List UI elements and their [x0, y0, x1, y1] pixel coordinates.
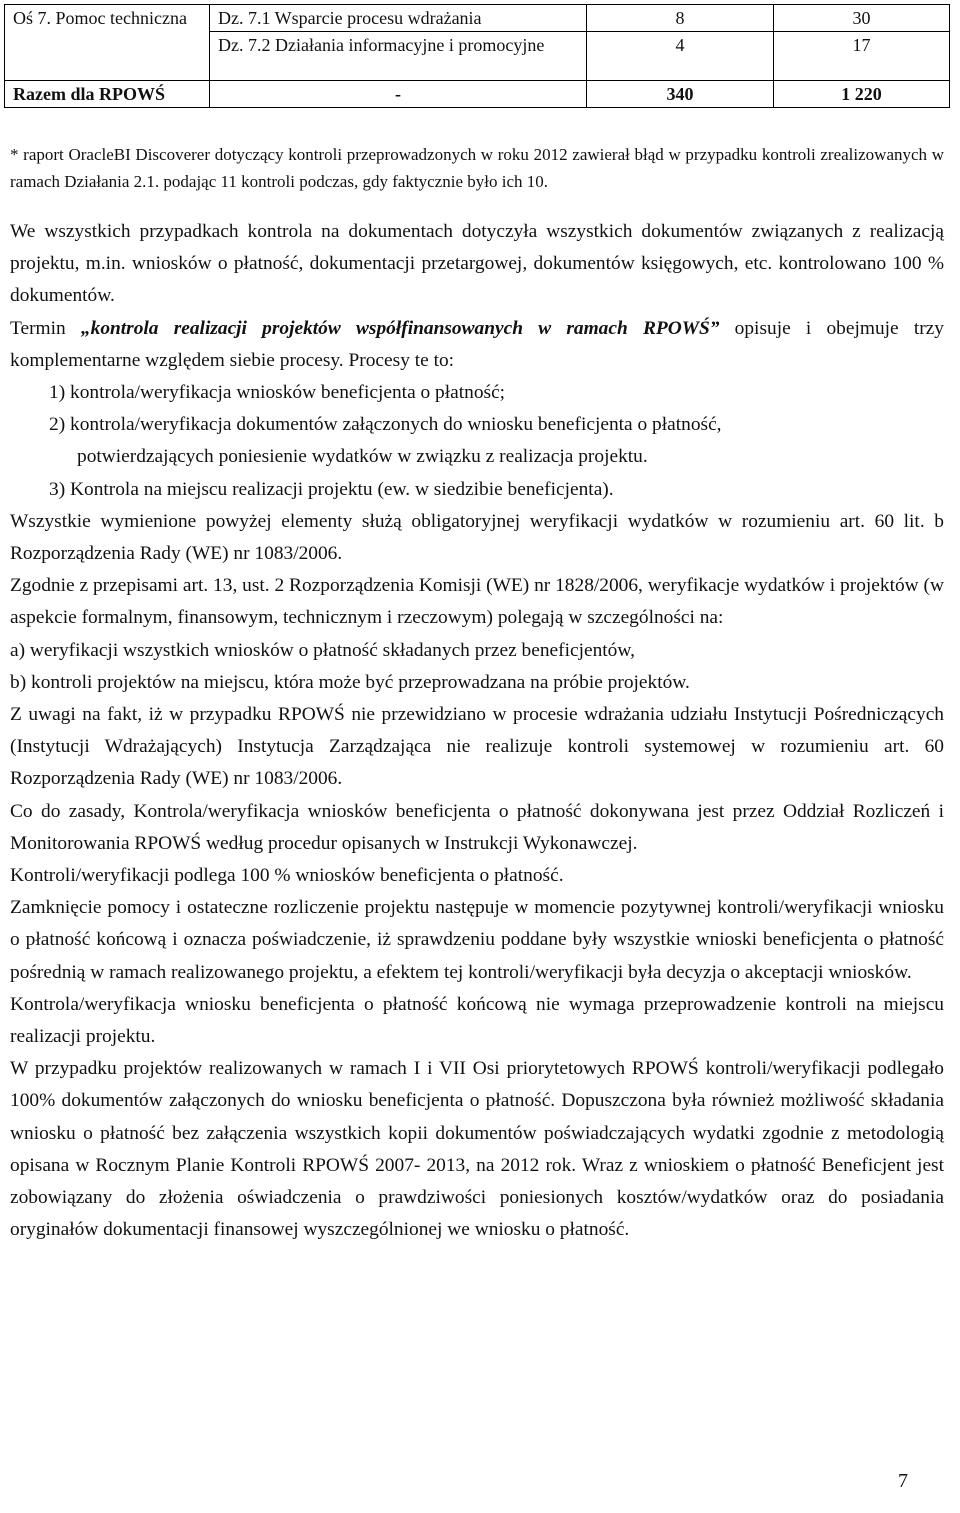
list-item: 1) kontrola/weryfikacja wniosków beneficjenta o płatność; [49, 382, 506, 404]
axis-label-cell: Oś 7. Pomoc techniczna [5, 5, 210, 81]
paragraph: We wszystkich przypadkach kontrola na dokumentach dotyczyła wszystkich dokumentów związanych z realizacją projektu, m.in. wniosków o płatność, dokumentacji przetargowej, dokumentów księgowych, etc. kontrolowano 100 % dokumentów. [10, 221, 944, 307]
table-row [5, 5, 950, 32]
list-item: 3) Kontrola na miejscu realizacji projektu (ew. w siedzibie beneficjenta). [49, 478, 614, 500]
paragraph: Z uwagi na fakt, iż w przypadku RPOWŚ nie przewidziano w procesie wdrażania udziału Instytucji Pośredniczących (Instytucji Wdrażających) Instytucja Zarządzająca nie realizuje kontroli systemowej w rozumieniu art. 60 Rozporządzenia Rady (WE) nr 1083/2006. [10, 704, 944, 790]
total-count-cell: 340 [587, 81, 774, 108]
paragraph: Kontrola/weryfikacja wniosku beneficjenta o płatność końcową nie wymaga przeprowadzenie kontroli na miejscu realizacji projektu. [10, 993, 944, 1048]
measure-name-cell: Dz. 7.2 Działania informacyjne i promocyjne [210, 32, 587, 81]
paragraph: W przypadku projektów realizowanych w ramach I i VII Osi priorytetowych RPOWŚ kontroli/weryfikacji podlegało 100% dokumentów załączonych do wniosku beneficjenta o płatność. Dopuszczona była również możliwość składania wniosku o płatność bez załączenia wszystkich kopii dokumentów poświadczających wydatki zgodnie z metodologią opisana w Rocznym Planie Kontroli RPOWŚ 2007- 2013, na 2012 rok. Wraz z wnioskiem o płatność Beneficjent jest zobowiązany do złożenia oświadczenia o prawdziwości poniesionych kosztów/wydatków oraz do posiadania oryginałów dokumentacji finansowej wyszczególnionej we wniosku o płatność. [10, 1058, 944, 1241]
paragraph: Zgodnie z przepisami art. 13, ust. 2 Rozporządzenia Komisji (WE) nr 1828/2006, weryfikacje wydatków i projektów (w aspekcie formalnym, finansowym, technicznym i rzeczowym) polegają w szczególności na: [10, 575, 944, 629]
text-run: opisuje i obejmuje trzy komplementarne względem siebie procesy. Procesy te to: [10, 317, 944, 371]
total-label-cell: Razem dla RPOWŚ [5, 81, 210, 108]
paragraph-item: b) kontroli projektów na miejscu, która może być przeprowadzana na próbie projektów. [10, 671, 690, 693]
list-item-continuation: potwierdzających poniesienie wydatków w związku z realizacja projektu. [77, 446, 648, 468]
paragraph: Zamknięcie pomocy i ostateczne rozliczenie projektu następuje w momencie pozytywnej kontroli/weryfikacji wniosku o płatność końcową i oznacza poświadczenie, iż sprawdzeniu poddane były wszystkie wnioski beneficjenta o płatność pośrednią w ramach realizowanego projektu, a efektem tej kontroli/weryfikacji była decyzja o akceptacji wniosków. [10, 897, 944, 983]
total-dash-cell: - [210, 81, 587, 108]
page-number: 7 [898, 1470, 908, 1492]
body-text [10, 216, 944, 1247]
paragraph: Co do zasady, Kontrola/weryfikacja wniosków beneficjenta o płatność dokonywana jest przez Oddział Rozliczeń i Monitorowania RPOWŚ według procedur opisanych w Instrukcji Wykonawczej. [10, 800, 944, 854]
total-count-cell: 1 220 [774, 81, 950, 108]
text-run: Termin [10, 317, 81, 339]
table-total-row [5, 81, 950, 108]
paragraph-term [10, 313, 944, 377]
emphasized-term: „kontrola realizacji projektów współfinansowanych w ramach RPOWŚ” [80, 317, 720, 339]
paragraph: Wszystkie wymienione powyżej elementy służą obligatoryjnej weryfikacji wydatków w rozumieniu art. 60 lit. b Rozporządzenia Rady (WE) nr 1083/2006. [10, 510, 944, 565]
table-footnote: * raport OracleBI Discoverer dotyczący kontroli przeprowadzonych w roku 2012 zawierał błąd w przypadku kontroli zrealizowanych w ramach Działania 2.1. podając 11 kontroli podczas, gdy faktycznie było ich 10. [10, 145, 944, 191]
count-cell: 8 [587, 5, 774, 32]
summary-table [4, 4, 950, 108]
measure-name-cell: Dz. 7.1 Wsparcie procesu wdrażania [210, 5, 587, 32]
paragraph: Kontroli/weryfikacji podlega 100 % wniosków beneficjenta o płatność. [10, 865, 564, 887]
paragraph-item: a) weryfikacji wszystkich wniosków o płatność składanych przez beneficjentów, [10, 639, 635, 661]
list-item: 2) kontrola/weryfikacja dokumentów załączonych do wniosku beneficjenta o płatność, [49, 414, 722, 436]
count-cell: 4 [587, 32, 774, 81]
count-cell: 30 [774, 5, 950, 32]
count-cell: 17 [774, 32, 950, 81]
